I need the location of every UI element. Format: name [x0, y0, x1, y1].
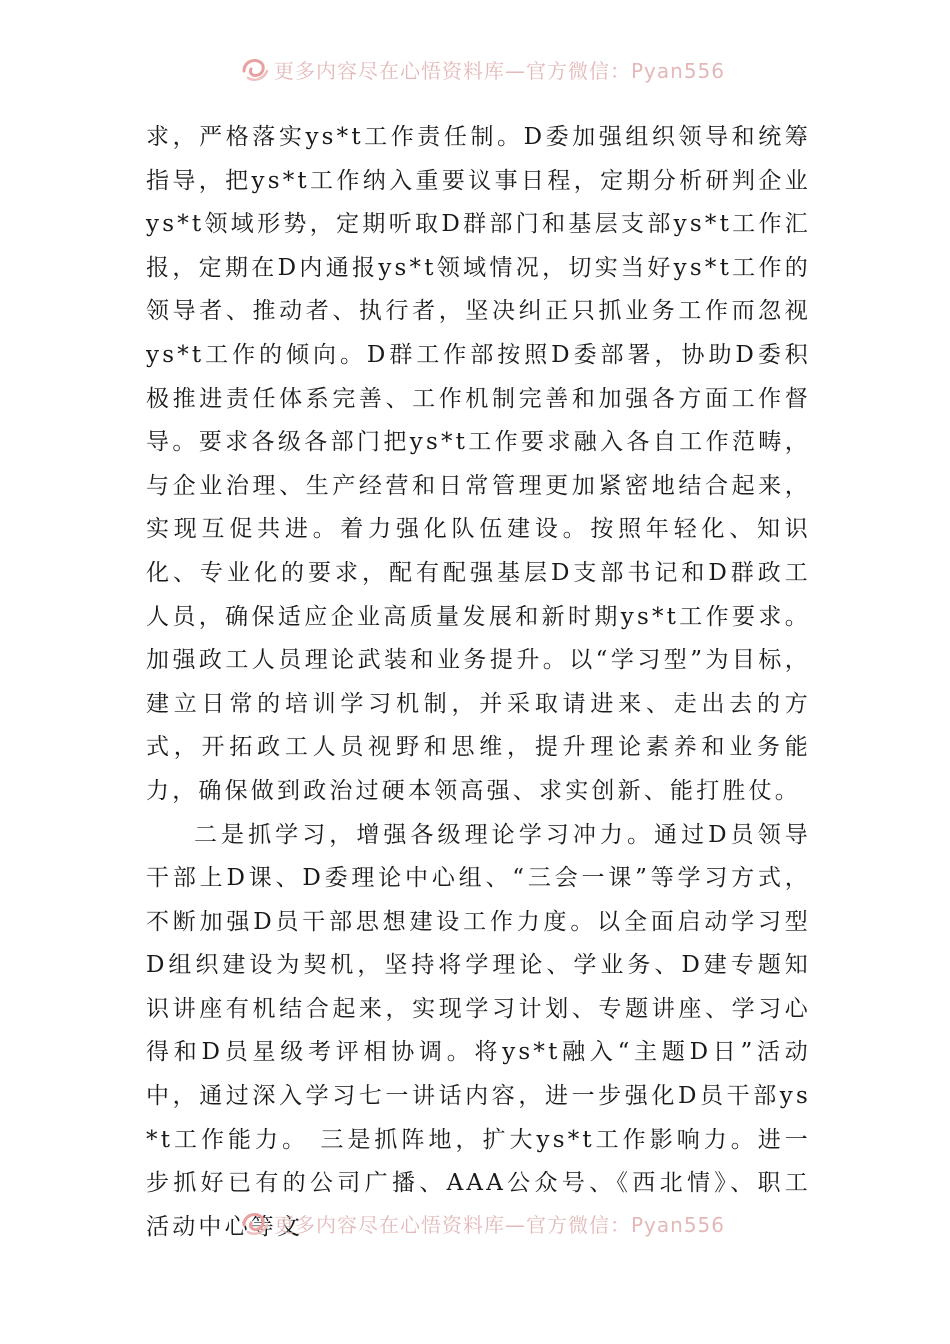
document-body [146, 116, 811, 1249]
swirl-logo-icon [240, 54, 270, 84]
watermark-text: 更多内容尽在心悟资料库—官方微信：Pyan556 [274, 58, 726, 83]
watermark-banner-top [240, 52, 740, 86]
watermark-banner-bottom [240, 1206, 740, 1240]
paragraph-2: 二是抓学习，增强各级理论学习冲力。通过D员领导干部上D课、D委理论中心组、“三会一课”等学习方式，不断加强D员干部思想建设工作力度。以全面启动学习型D组织建设为契机，坚持将学理论、学业务、D建专题知识讲座有机结合起来，实现学习计划、专题讲座、学习心得和D员星级考评相协调。将ys*t融入“主题D日”活动中，通过深入学习七一讲话内容，进一步强化D员干部ys*t工作能力。 三是抓阵地，扩大ys*t工作影响力。进一步抓好已有的公司广播、AAA公众号、《西北情》、职工活动中心等文 [146, 821, 811, 1240]
swirl-logo-icon [240, 1208, 270, 1238]
paragraph-1: 求，严格落实ys*t工作责任制。D委加强组织领导和统筹指导，把ys*t工作纳入重要议事日程，定期分析研判企业ys*t领域形势，定期听取D群部门和基层支部ys*t工作汇报，定期在D内通报ys*t领域情况，切实当好ys*t工作的领导者、推动者、执行者，坚决纠正只抓业务工作而忽视ys*t工作的倾向。D群工作部按照D委部署，协助D委积极推进责任体系完善、工作机制完善和加强各方面工作督导。要求各级各部门把ys*t工作要求融入各自工作范畴，与企业治理、生产经营和日常管理更加紧密地结合起来，实现互促共进。着力强化队伍建设。按照年轻化、知识化、专业化的要求，配有配强基层D支部书记和D群政工人员，确保适应企业高质量发展和新时期ys*t工作要求。加强政工人员理论武装和业务提升。以“学习型”为目标，建立日常的培训学习机制，并采取请进来、走出去的方式，开拓政工人员视野和思维，提升理论素养和业务能力，确保做到政治过硬本领高强、求实创新、能打胜仗。 [146, 124, 811, 804]
watermark-text: 更多内容尽在心悟资料库—官方微信：Pyan556 [274, 1212, 726, 1237]
